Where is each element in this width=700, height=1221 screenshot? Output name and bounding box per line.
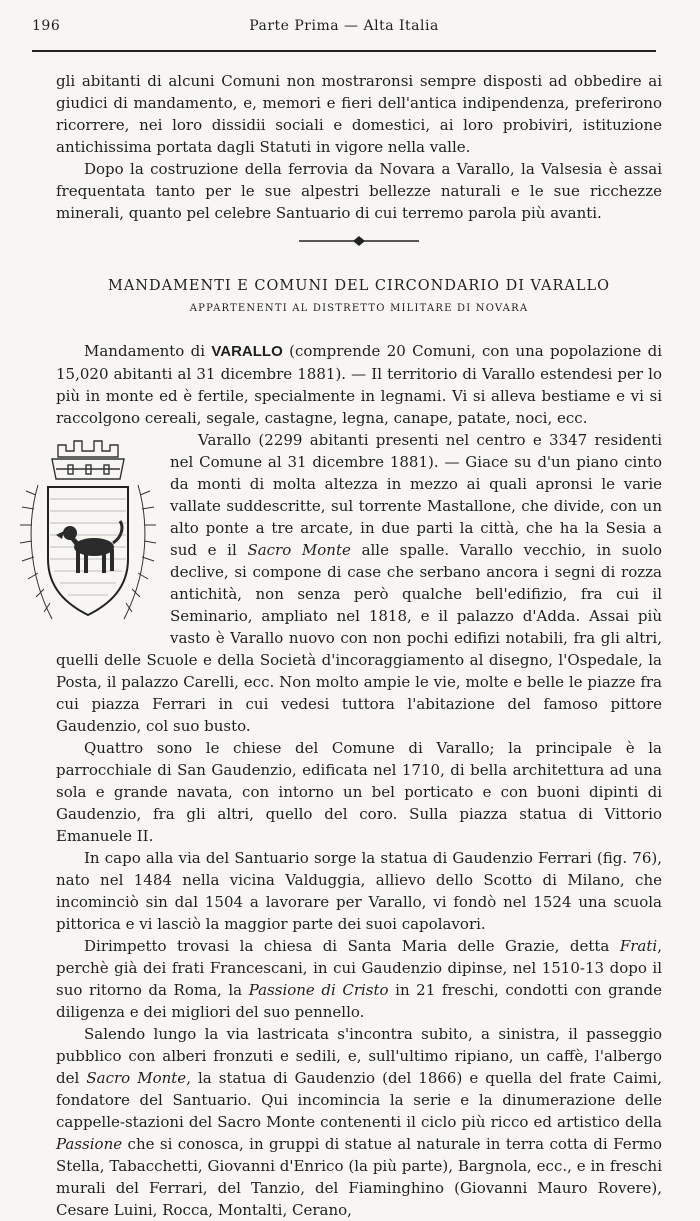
mandamento-paragraph [56,340,662,429]
grazie-passione: Passione di Cristo [248,981,389,999]
salendo-sacro-monte: Sacro Monte [86,1069,187,1087]
salendo-text-3: che si conosca, in gruppi di statue al naturale in terra cotta di Fermo Stella, Tabacchetti, Giovanni d'Enrico (la più parte), Bargnola, ecc., e in freschi murali del Ferrari, del Tanzio, del Fiaminghino (Giovanni Mauro Rovere), Cesare Luini, Rocca, Montalti, Cerano, [56,1135,662,1219]
grazie-paragraph [56,935,662,1023]
grazie-frati: Frati [619,937,658,955]
varallo-coat-of-arms [12,429,164,637]
salendo-text-1: Salendo lungo la via lastricata s'incontra subito, a sinistra, il passeggio pubblico con alberi fronzuti e sedili, e, sull'ultimo ripiano, un caffè, l'albergo del [56,1025,662,1087]
intro-paragraph-1: gli abitanti di alcuni Comuni non mostraronsi sempre disposti ad obbedire ai giudici di mandamento, e, memori e fieri dell'antica indipendenza, preferirono ricorrere, nei loro dissidii sociali e domestici, ai loro probiviri, istituzione antichissima portata dagli Statuti in vigore nella valle. [56,72,662,156]
salendo-passione: Passione [56,1135,123,1153]
varallo-text-2: alle spalle. Varallo vecchio, in suolo declive, si compone di case che serbano ancora i segni di rozza antichità, non senza però qualche bell'edifizio, fra cui il Seminario, ampliato nel 1818, e il palazzo d'Adda. Assai più vasto è Varallo nuovo con non pochi edifizi notabili, fra gli altri, quelli delle Scuole e della Società d'incoraggiamento al disegno, l'Ospedale, la Posta, il palazzo Carelli, ecc. Non molto ampie le vie, molte e belle le piazze fra cui piazza Ferrari in cui vedesi tuttora l'abitazione del famoso pittore Gaudenzio, col suo busto. [56,541,662,735]
statua-paragraph: In capo alla via del Santuario sorge la statua di Gaudenzio Ferrari (fig. 76), nato nel 1484 nella vicina Valduggia, allievo dello Scotto di Milano, che incominciò sin dal 1504 a lavorare per Varallo, vi fondò nel 1524 una scuola pittorica e vi lasciò la maggior parte dei suoi capolavori. [56,849,662,933]
mandamento-text: (comprende 20 Comuni, con una popolazione di 15,020 abitanti al 31 dicembre 1881). — Il territorio di Varallo estendesi per lo più in monte ed è fertile, specialmente in legnami. Vi si alleva bestiame e vi si raccolgono cereali, segale, castagne, legna, canape, patate, noci, ecc. [56,342,663,427]
varallo-section [56,429,662,737]
section-subtitle: APPARTENENTI AL DISTRETTO MILITARE DI NOVARA [189,303,529,314]
mandamento-lead: Mandamento di [84,342,206,360]
grazie-text-1: Dirimpetto trovasi la chiesa di Santa Maria delle Grazie, detta [84,937,610,955]
header-rule [32,50,656,52]
varallo-sacro-monte: Sacro Monte [247,541,351,559]
page-header [32,14,656,40]
grazie-text-3: in 21 freschi, condotti con grande diligenza e dei migliori del suo pennello. [56,981,662,1021]
chiese-paragraph: Quattro sono le chiese del Comune di Varallo; la principale è la parrocchiale di San Gaudenzio, edificata nel 1710, di bella architettura ad una sola e grande navata, con intorno un bel porticato e con buoni dipinti di Gaudenzio, fra gli altri, quello del coro. Sulla piazza statua di Vittorio Emanuele II. [56,739,662,845]
grazie-text-2: , perchè già dei frati Francescani, in cui Gaudenzio dipinse, nel 1510-13 dopo il suo ritorno da Roma, la [56,937,662,999]
varallo-text-1: Varallo (2299 abitanti presenti nel centro e 3347 residenti nel Comune al 31 dicembre 1881). — Giace su d'un piano cinto da monti di molta altezza in mezzo ai quali apronsi le varie vallate suddescritte, sul torrente Mastallone, che divide, con un alto ponte a tre arcate, in due parti la città, che ha la Sesia a sud e il [170,431,662,559]
section-ornament [56,232,662,246]
salendo-paragraph [56,1023,662,1221]
section-title: MANDAMENTI E COMUNI DEL CIRCONDARIO DI VARALLO [107,278,611,294]
running-title: Parte Prima — Alta Italia [249,18,439,34]
salendo-text-2: , la statua di Gaudenzio (del 1866) e quella del frate Caimi, fondatore del Santuario. Qui incomincia la serie e la dinumerazione delle cappelle-stazioni del Sacro Monte contenenti il ciclo più ricco ed artistico della [56,1069,662,1131]
page-body [56,70,662,1221]
mandamento-name: VARALLO [211,343,283,360]
page-number: 196 [32,18,61,34]
intro-paragraph-2: Dopo la costruzione della ferrovia da Novara a Varallo, la Valsesia è assai frequentata tanto per le sue alpestri bellezze naturali e le sue ricchezze minerali, quanto pel celebre Santuario di cui terremo parola più avanti. [56,160,662,222]
